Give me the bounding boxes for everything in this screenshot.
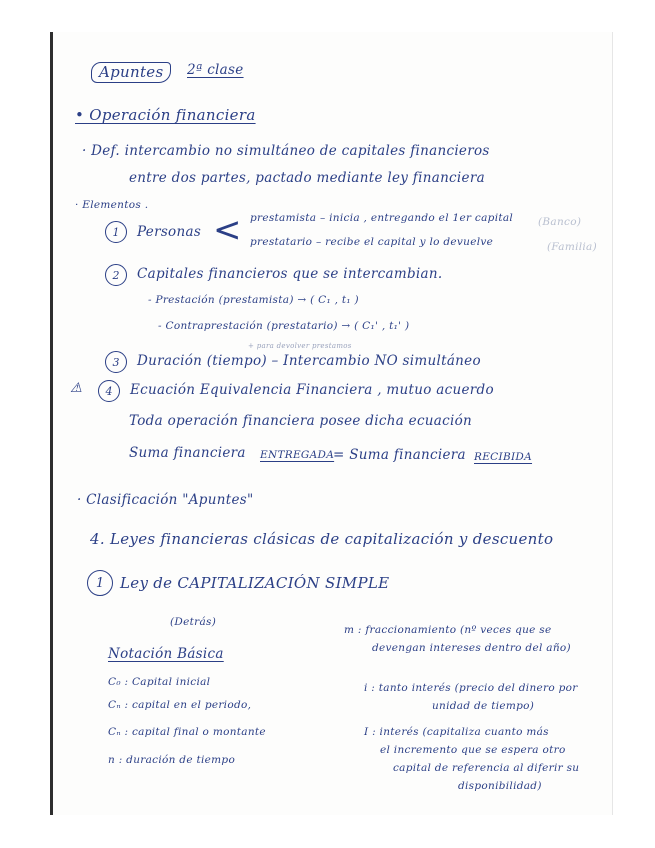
right-note: unidad de tiempo) <box>432 700 535 712</box>
law-title: Ley de CAPITALIZACIÓN SIMPLE <box>120 574 390 592</box>
right-note: m : fraccionamiento (nº veces que se <box>344 624 552 636</box>
left-brace-icon: < <box>213 210 242 250</box>
right-note: devengan intereses dentro del año) <box>372 642 571 654</box>
item-number-1: 1 <box>105 221 127 243</box>
item4-ecuacion: Ecuación Equivalencia Financiera , mutuo acuerdo <box>130 382 494 398</box>
classification-line: · Clasificación "Apuntes" <box>77 492 254 508</box>
item2-contraprestacion: - Contraprestación (prestatario) → ( C₁' , t₁' ) <box>158 320 410 332</box>
section-heading-leyes: 4. Leyes financieras clásicas de capitalización y descuento <box>90 530 554 548</box>
item-number-4: 4 <box>98 380 120 402</box>
class-number: 2ª clase <box>187 62 244 78</box>
item4-recibida: RECIBIDA <box>474 451 533 463</box>
item4-line2: Toda operación financiera posee dicha ecuación <box>129 413 473 429</box>
item1-prestatario: prestatario – recibe el capital y lo devuelve <box>250 236 494 248</box>
right-note: capital de referencia al diferir su <box>393 762 580 774</box>
right-note: disponibilidad) <box>458 780 542 792</box>
item1-prestamista-note: (Banco) <box>538 216 582 228</box>
item2-note: + para devolver prestamos <box>248 342 352 350</box>
detras-note: (Detrás) <box>170 616 217 628</box>
item1-prestatario-note: (Familia) <box>547 241 598 253</box>
section-heading-operacion: • Operación financiera <box>75 106 256 124</box>
item1-personas-label: Personas <box>137 224 202 240</box>
elements-label: · Elementos . <box>75 199 149 211</box>
item-number-3: 3 <box>105 351 127 373</box>
item4-line3-c: = Suma financiera <box>333 447 466 463</box>
right-note: el incremento que se espera otro <box>380 744 566 756</box>
notation-item: n : duración de tiempo <box>108 754 236 766</box>
item2-prestacion: - Prestación (prestamista) → ( C₁ , t₁ ) <box>148 294 359 306</box>
item1-prestamista: prestamista – inicia , entregando el 1er capital <box>250 212 514 224</box>
right-note: i : tanto interés (precio del dinero por <box>364 682 578 694</box>
warning-icon: ⚠ <box>70 380 83 396</box>
right-note: I : interés (capitaliza cuanto más <box>364 726 549 738</box>
notation-heading: Notación Básica <box>108 646 224 662</box>
item4-entregada: ENTREGADA <box>260 449 335 461</box>
item-number-2: 2 <box>105 264 127 286</box>
notation-item: C₀ : Capital inicial <box>108 676 211 688</box>
item2-capitales-label: Capitales financieros que se intercambian. <box>137 266 443 282</box>
notation-item: Cₙ : capital final o montante <box>108 726 266 738</box>
item4-line3-a: Suma financiera <box>129 445 246 461</box>
item3-duracion: Duración (tiempo) – Intercambio NO simultáneo <box>137 353 481 369</box>
notation-item: Cₙ : capital en el periodo, <box>108 699 252 711</box>
definition-line-2: entre dos partes, pactado mediante ley financiera <box>129 170 485 186</box>
law-number-1: 1 <box>87 570 113 596</box>
notes-title: Apuntes <box>91 62 171 83</box>
definition-line-1: · Def. intercambio no simultáneo de capitales financieros <box>82 143 490 159</box>
